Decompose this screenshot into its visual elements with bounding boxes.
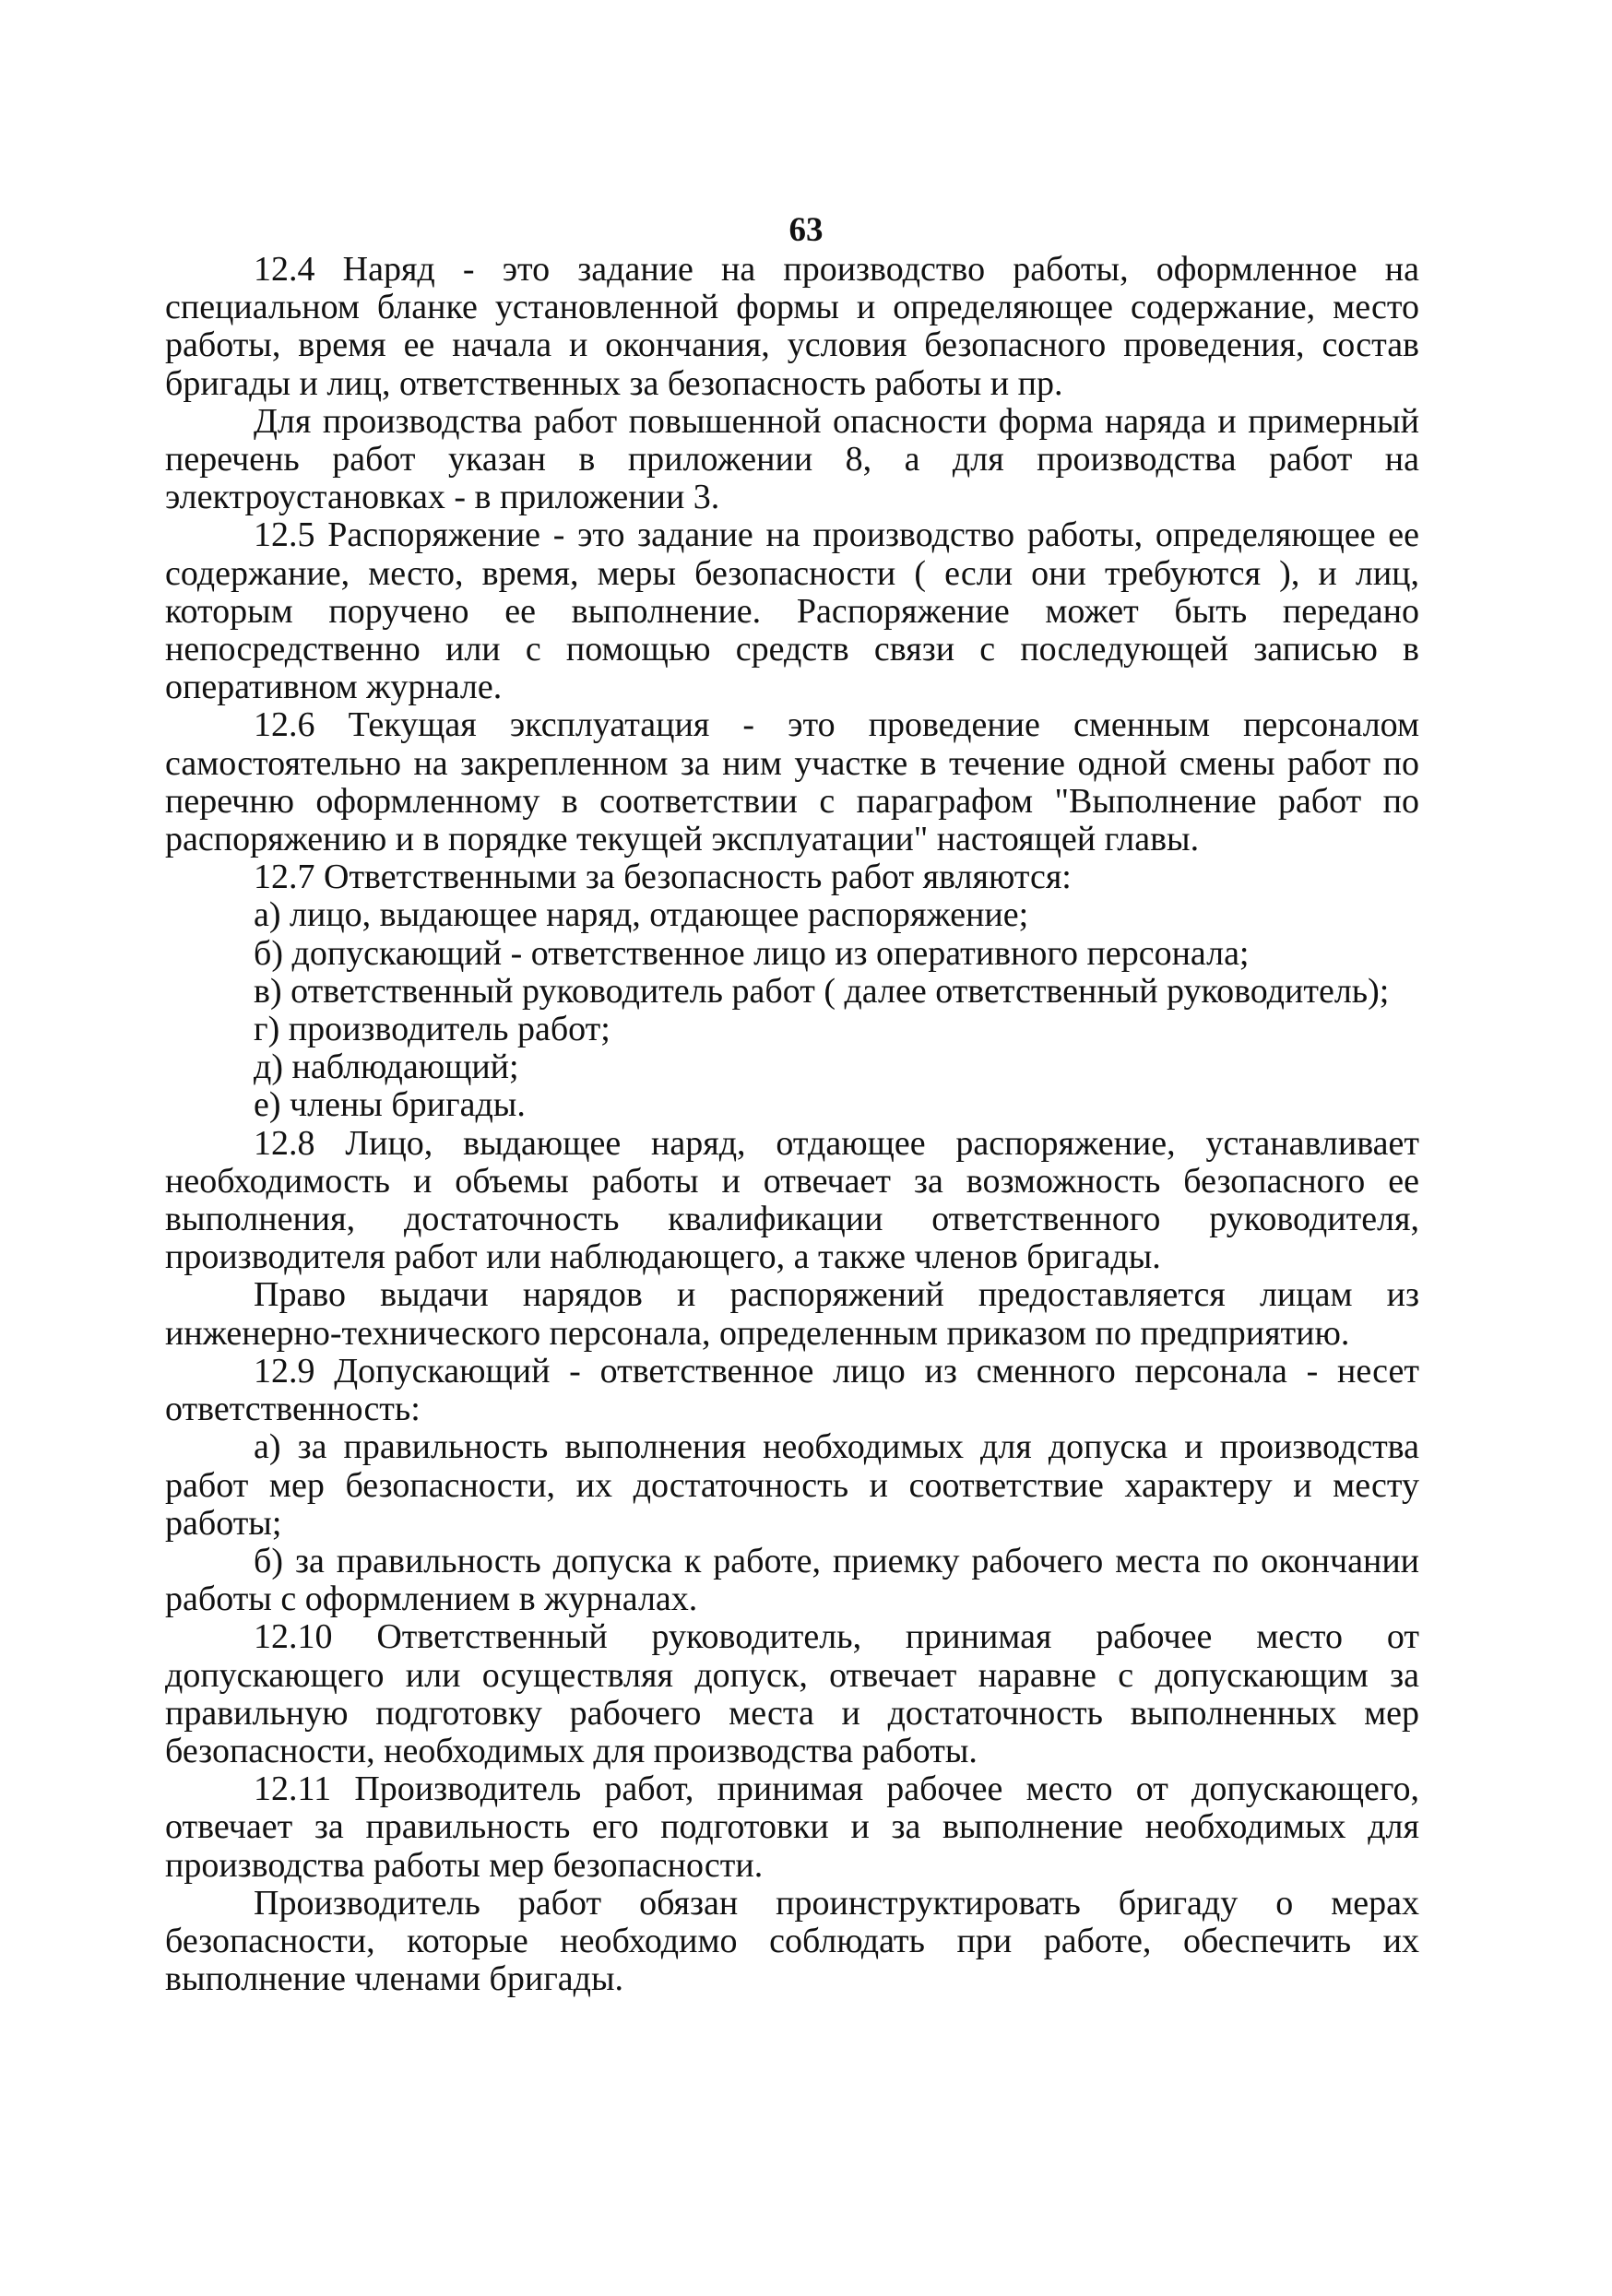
paragraph-12-8: 12.8 Лицо, выдающее наряд, отдающее распоряжение, устанавливает необходимость и объемы работы и отвечает за возможность безопасного ее выполнения, достаточность квалификации ответственного руководителя, производителя работ или наблюдающего, а также членов бригады.	[165, 1123, 1419, 1277]
list-item-e: е) члены бригады.	[254, 1085, 526, 1125]
paragraph-work-order-forms: Для производства работ повышенной опасности форма наряда и примерный перечень работ указан в приложении 8, а для производства работ на электроустановках - в приложении 3.	[165, 401, 1419, 517]
list-item-g: г) производитель работ;	[254, 1010, 610, 1049]
list-item-b: б) допускающий - ответственное лицо из оперативного персонала;	[254, 933, 1250, 973]
list-item-admitter-b: б) за правильность допуска к работе, приемку рабочего места по окончании работы с оформлением в журналах.	[165, 1541, 1419, 1619]
paragraph-12-11: 12.11 Производитель работ, принимая рабочее место от допускающего, отвечает за правильность его подготовки и за выполнение необходимых для производства работы мер безопасности.	[165, 1769, 1419, 1885]
list-item-d: д) наблюдающий;	[254, 1047, 519, 1087]
paragraph-12-9: 12.9 Допускающий - ответственное лицо из сменного персонала - несет ответственность:	[165, 1351, 1419, 1429]
list-item-a: а) лицо, выдающее наряд, отдающее распоряжение;	[254, 895, 1029, 935]
document-body	[165, 251, 1419, 1998]
paragraph-issuance-rights: Право выдачи нарядов и распоряжений предоставляется лицам из инженерно-технического персонала, определенным приказом по предприятию.	[165, 1275, 1419, 1353]
paragraph-12-6: 12.6 Текущая эксплуатация - это проведение сменным персоналом самостоятельно на закрепленном за ним участке в течение одной смены работ по перечню оформленному в соответствии с параграфом "Выполнение работ по распоряжению и в порядке текущей эксплуатации" настоящей главы.	[165, 705, 1419, 859]
paragraph-12-5: 12.5 Распоряжение - это задание на производство работы, определяющее ее содержание, место, время, меры безопасности ( если они требуются ), и лиц, которым поручено ее выполнение. Распоряжение может быть передано непосредственно или с помощью средств связи с последующей записью в оперативном журнале.	[165, 515, 1419, 707]
list-item-v: в) ответственный руководитель работ ( далее ответственный руководитель);	[254, 971, 1390, 1011]
paragraph-12-7: 12.7 Ответственными за безопасность работ являются:	[254, 858, 1072, 897]
paragraph-12-4: 12.4 Наряд - это задание на производство работы, оформленное на специальном бланке установленной формы и определяющее содержание, место работы, время ее начала и окончания, условия безопасного проведения, состав бригады и лиц, ответственных за безопасность работы и пр.	[165, 250, 1419, 403]
paragraph-briefing: Производитель работ обязан проинструктировать бригаду о мерах безопасности, которые необходимо соблюдать при работе, обеспечить их выполнение членами бригады.	[165, 1883, 1419, 1999]
list-item-admitter-a: а) за правильность выполнения необходимых для допуска и производства работ мер безопасности, их достаточность и соответствие характеру и месту работы;	[165, 1427, 1419, 1543]
paragraph-12-10: 12.10 Ответственный руководитель, принимая рабочее место от допускающего или осуществляя допуск, отвечает наравне с допускающим за правильную подготовку рабочего места и достаточность выполненных мер безопасности, необходимых для производства работы.	[165, 1617, 1419, 1770]
page-number: 63	[788, 211, 824, 249]
